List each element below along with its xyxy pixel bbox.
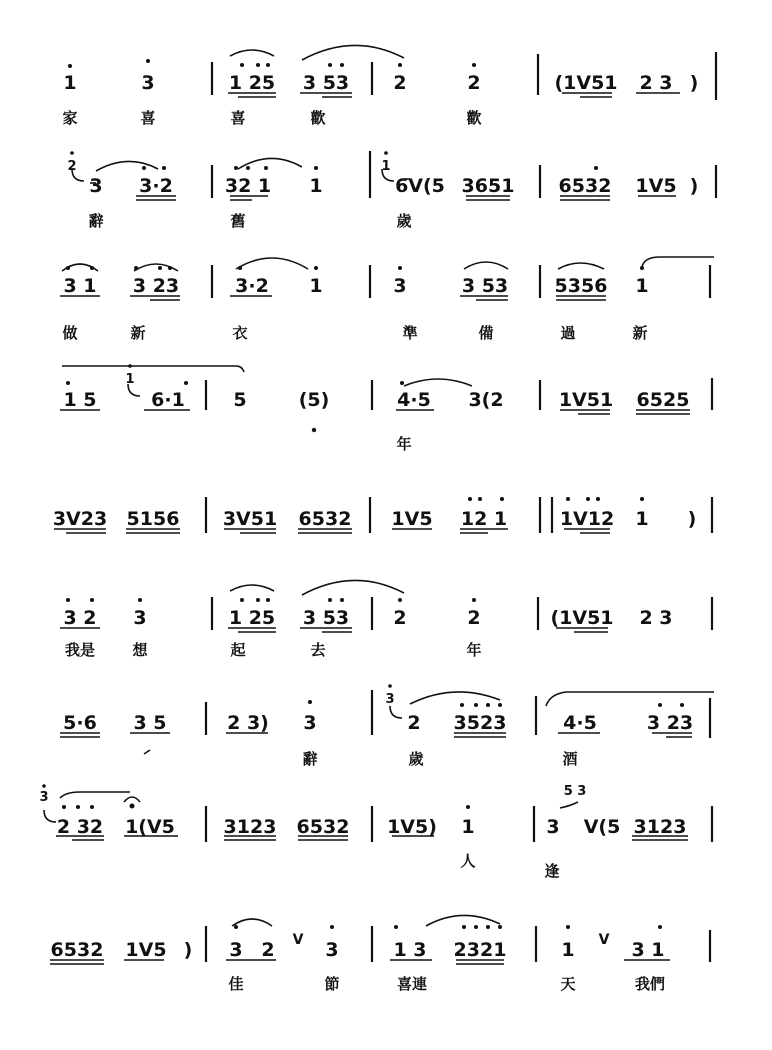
lyric: 辭: [88, 212, 104, 230]
note: 1V5: [125, 939, 167, 961]
lyric: 歡: [310, 109, 326, 127]
note: 3V51: [222, 508, 278, 530]
lyric: 衣: [232, 324, 248, 342]
notation-marks: [0, 243, 772, 343]
lyric: 起: [230, 641, 246, 659]
note: 3·2: [235, 275, 269, 297]
note: ): [687, 508, 697, 530]
note: ): [689, 72, 699, 94]
note: 3: [546, 816, 560, 838]
note: 2: [467, 607, 481, 629]
lyric: 天: [560, 975, 576, 993]
note: 2: [261, 939, 275, 961]
note: 1V5: [391, 508, 433, 530]
lyric: 歲: [408, 750, 424, 768]
note: 3 53: [461, 275, 509, 297]
lyric: 逢: [544, 862, 560, 880]
note: 1V12: [559, 508, 615, 530]
note: 3V23: [52, 508, 108, 530]
lyric: 喜連: [396, 975, 428, 993]
lyric: 年: [466, 641, 482, 659]
note: 6V(5: [395, 175, 445, 197]
note: 3651: [461, 175, 515, 197]
note: 6525: [636, 389, 690, 411]
grace-note: 3: [385, 692, 395, 707]
note: 3: [89, 175, 103, 197]
note: 1: [561, 939, 575, 961]
note: 2321: [453, 939, 507, 961]
note: 2 32: [56, 816, 104, 838]
score-line: [0, 780, 772, 880]
note: 3: [393, 275, 407, 297]
grace-note: 2: [67, 159, 77, 174]
note: 3 1: [63, 275, 97, 297]
lyric: 人: [460, 852, 476, 870]
lyric: 歲: [396, 212, 412, 230]
note: 3 53: [302, 607, 350, 629]
note: 3: [325, 939, 339, 961]
note: 1V5): [387, 816, 437, 838]
note: 6·1: [151, 389, 185, 411]
score-line: [0, 40, 772, 140]
note: 12 1: [460, 508, 508, 530]
score-line: [0, 143, 772, 243]
note: 32 1: [224, 175, 272, 197]
note: 1 3: [393, 939, 427, 961]
note: 1: [309, 275, 323, 297]
lyric: 過: [560, 324, 576, 342]
note: 1V5: [635, 175, 677, 197]
note: 5·6: [63, 712, 97, 734]
note: (1V51: [550, 607, 614, 629]
score-line: [0, 900, 772, 1000]
note: 2 3): [227, 712, 269, 734]
lyric: 歡: [466, 109, 482, 127]
grace-note: 1: [381, 159, 391, 174]
note: 3123: [223, 816, 277, 838]
note: V(5: [583, 816, 621, 838]
breath-mark: V: [292, 932, 304, 948]
note: 3: [303, 712, 317, 734]
note: 1 25: [228, 72, 276, 94]
note: ): [689, 175, 699, 197]
note: 6532: [50, 939, 104, 961]
lyric: 我們: [634, 975, 666, 993]
score-line: [0, 243, 772, 343]
note: 3 53: [302, 72, 350, 94]
note: 1 5: [63, 389, 97, 411]
note: 3523: [453, 712, 507, 734]
note: 2: [393, 72, 407, 94]
note: 3(2: [468, 389, 504, 411]
note: 2: [393, 607, 407, 629]
score-line: [0, 575, 772, 665]
lyric: 去: [310, 641, 326, 659]
score-line: [0, 487, 772, 557]
note: 6532: [298, 508, 352, 530]
note: 1V51: [558, 389, 614, 411]
note: 1: [309, 175, 323, 197]
note: 3: [229, 939, 243, 961]
lyric: 準: [402, 324, 418, 342]
note: 2: [467, 72, 481, 94]
lyric: 我是: [64, 641, 96, 659]
lyric: 新: [130, 324, 146, 342]
note: 6532: [296, 816, 350, 838]
score-line: [0, 350, 772, 460]
note: 3 5: [133, 712, 167, 734]
note: 2: [407, 712, 421, 734]
lyric: 備: [478, 324, 494, 342]
note: 2 3: [639, 607, 673, 629]
lyric: 辭: [302, 750, 318, 768]
note: (5): [298, 389, 330, 411]
lyric: 年: [396, 435, 412, 453]
note: 6532: [558, 175, 612, 197]
lyric: 酒: [562, 750, 578, 768]
note: 3: [141, 72, 155, 94]
grace-note: 5 3: [563, 784, 587, 799]
note: 3123: [633, 816, 687, 838]
note: 2 3: [639, 72, 673, 94]
note: 4·5: [397, 389, 431, 411]
lyric: 佳: [228, 975, 244, 993]
breath-mark: V: [598, 932, 610, 948]
notation-marks: [0, 487, 772, 557]
lyric: 想: [132, 641, 148, 659]
note: 3 23: [132, 275, 180, 297]
note: (1V51: [554, 72, 618, 94]
note: 1 25: [228, 607, 276, 629]
note: ): [183, 939, 193, 961]
note: 5356: [554, 275, 608, 297]
note: 5: [233, 389, 247, 411]
note: 1: [635, 275, 649, 297]
note: 3 2: [63, 607, 97, 629]
note: 4·5: [563, 712, 597, 734]
lyric: 舊: [230, 212, 246, 230]
score-line: [0, 680, 772, 770]
lyric: 節: [324, 975, 340, 993]
note: 1(V5: [125, 816, 175, 838]
note: 3·2: [139, 175, 173, 197]
lyric: 喜: [230, 109, 246, 127]
lyric: 家: [62, 109, 78, 127]
grace-note: 1: [125, 372, 135, 387]
lyric: 新: [632, 324, 648, 342]
note: 1: [461, 816, 475, 838]
lyric: 做: [62, 324, 78, 342]
lyric: 喜: [140, 109, 156, 127]
note: 5156: [126, 508, 180, 530]
note: 1: [635, 508, 649, 530]
note: 3 1: [631, 939, 665, 961]
note: 1: [63, 72, 77, 94]
note: 3: [133, 607, 147, 629]
note: 3 23: [646, 712, 694, 734]
grace-note: 3: [39, 790, 49, 805]
